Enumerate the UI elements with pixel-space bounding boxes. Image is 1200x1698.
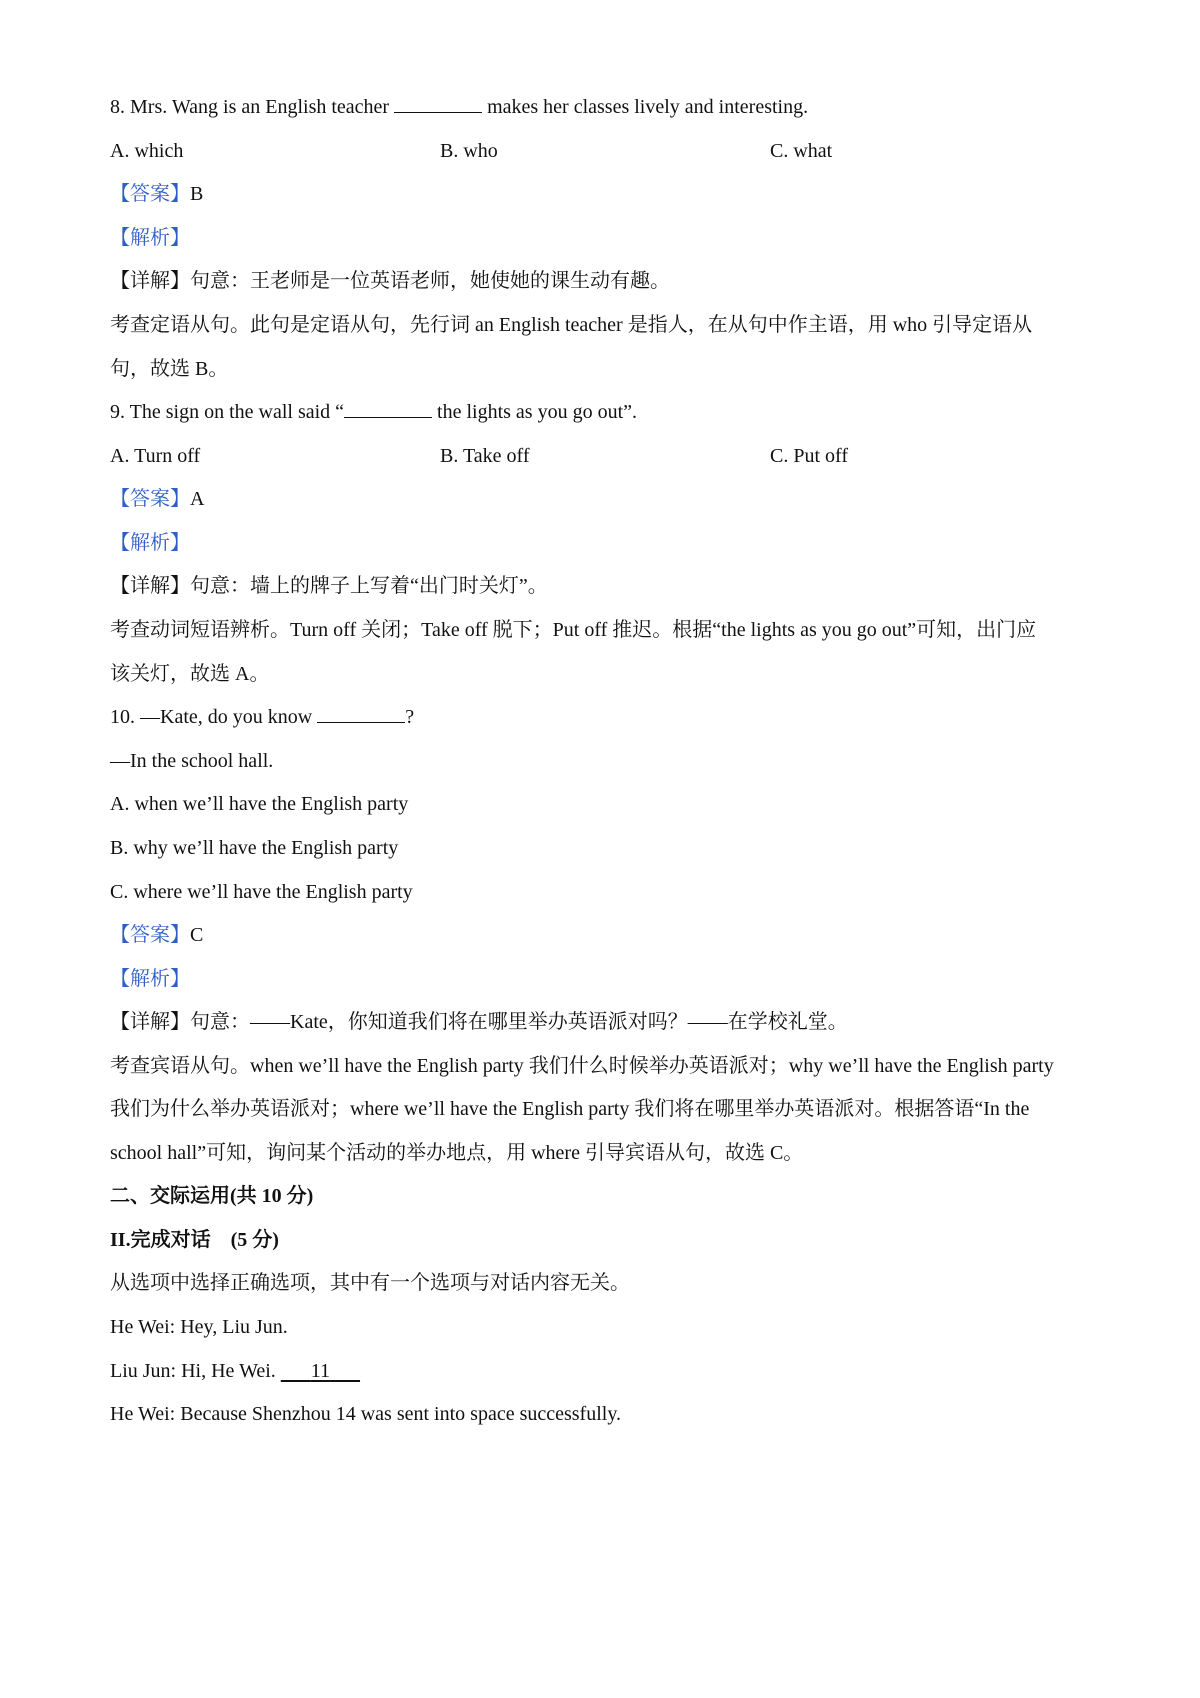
q8-stem-text-end: makes her classes lively and interesting. — [482, 96, 809, 118]
q10-option-b: B. why we’ll have the English party — [110, 837, 399, 859]
q8-stem — [110, 94, 808, 120]
q10-analysis-tag: 【解析】 — [110, 968, 190, 990]
dialogue-line-1: He Wei: Hey, Liu Jun. — [110, 1316, 288, 1338]
q10-stem-text-end: ? — [405, 706, 415, 728]
q9-stem-text: 9. The sign on the wall said “ — [110, 401, 345, 423]
answer-value: C — [190, 924, 204, 946]
q10-reply: —In the school hall. — [110, 750, 274, 772]
q10-blank — [317, 704, 405, 723]
q8-explain-line1: 考查定语从句。此句是定语从句，先行词 an English teacher 是指人，在从句中作主语，用 who 引导定语从 — [110, 314, 1033, 336]
q8-detail — [110, 268, 670, 294]
section2-instruction: 从选项中选择正确选项，其中有一个选项与对话内容无关。 — [110, 1272, 630, 1294]
q9-stem-text-end: the lights as you go out”. — [432, 401, 638, 423]
q10-option-a: A. when we’ll have the English party — [110, 793, 409, 815]
detail-tag: 【详解】 — [110, 575, 190, 597]
answer-value: A — [190, 488, 205, 510]
q8-option-c: C. what — [770, 140, 833, 162]
answer-tag: 【答案】 — [110, 488, 190, 510]
q8-blank — [394, 94, 482, 113]
q8-analysis-tag: 【解析】 — [110, 227, 190, 249]
dialogue-line-3: He Wei: Because Shenzhou 14 was sent into space successfully. — [110, 1403, 622, 1425]
q9-stem — [110, 399, 637, 425]
dialogue-line-2 — [110, 1358, 360, 1384]
dialogue-blank-number: 11 — [310, 1360, 331, 1382]
q10-explain-line3: school hall”可知，询问某个活动的举办地点，用 where 引导宾语从句，故选 C。 — [110, 1142, 804, 1164]
answer-value: B — [190, 183, 204, 205]
section2-subtitle: II.完成对话 (5 分) — [110, 1229, 279, 1251]
q10-option-c: C. where we’ll have the English party — [110, 881, 413, 903]
detail-text: 句意：——Kate，你知道我们将在哪里举办英语派对吗？——在学校礼堂。 — [190, 1011, 848, 1033]
q9-detail — [110, 573, 548, 599]
q10-explain-line2: 我们为什么举办英语派对；where we’ll have the English party 我们将在哪里举办英语派对。根据答语“In the — [110, 1098, 1030, 1120]
q10-explain-line1: 考查宾语从句。when we’ll have the English party 我们什么时候举办英语派对；why we’ll have the English party — [110, 1055, 1054, 1077]
detail-text: 句意：王老师是一位英语老师，她使她的课生动有趣。 — [190, 270, 670, 292]
q10-answer — [110, 922, 203, 948]
detail-tag: 【详解】 — [110, 270, 190, 292]
dialogue-blank-11 — [281, 1360, 360, 1382]
q10-detail — [110, 1009, 848, 1035]
detail-text: 句意：墙上的牌子上写着“出门时关灯”。 — [190, 575, 548, 597]
q9-option-c: C. Put off — [770, 445, 848, 467]
section2-title: 二、交际运用(共 10 分) — [110, 1185, 314, 1207]
q9-answer — [110, 486, 204, 512]
dialogue-line-2-text: Liu Jun: Hi, He Wei. — [110, 1360, 281, 1382]
detail-tag: 【详解】 — [110, 1011, 190, 1033]
q10-stem-text: 10. —Kate, do you know — [110, 706, 318, 728]
q9-explain-line1: 考查动词短语辨析。Turn off 关闭；Take off 脱下；Put off 推迟。根据“the lights as you go out”可知，出门应 — [110, 619, 1037, 641]
q10-stem — [110, 704, 414, 730]
q9-option-a: A. Turn off — [110, 445, 201, 467]
q9-blank — [344, 399, 432, 418]
q9-option-b: B. Take off — [440, 445, 530, 467]
q8-stem-text: 8. Mrs. Wang is an English teacher — [110, 96, 395, 118]
q8-option-a: A. which — [110, 140, 184, 162]
q8-answer — [110, 181, 203, 207]
q9-analysis-tag: 【解析】 — [110, 532, 190, 554]
answer-tag: 【答案】 — [110, 183, 190, 205]
q8-explain-line2: 句，故选 B。 — [110, 358, 229, 380]
q9-explain-line2: 该关灯，故选 A。 — [110, 663, 270, 685]
q8-option-b: B. who — [440, 140, 498, 162]
answer-tag: 【答案】 — [110, 924, 190, 946]
